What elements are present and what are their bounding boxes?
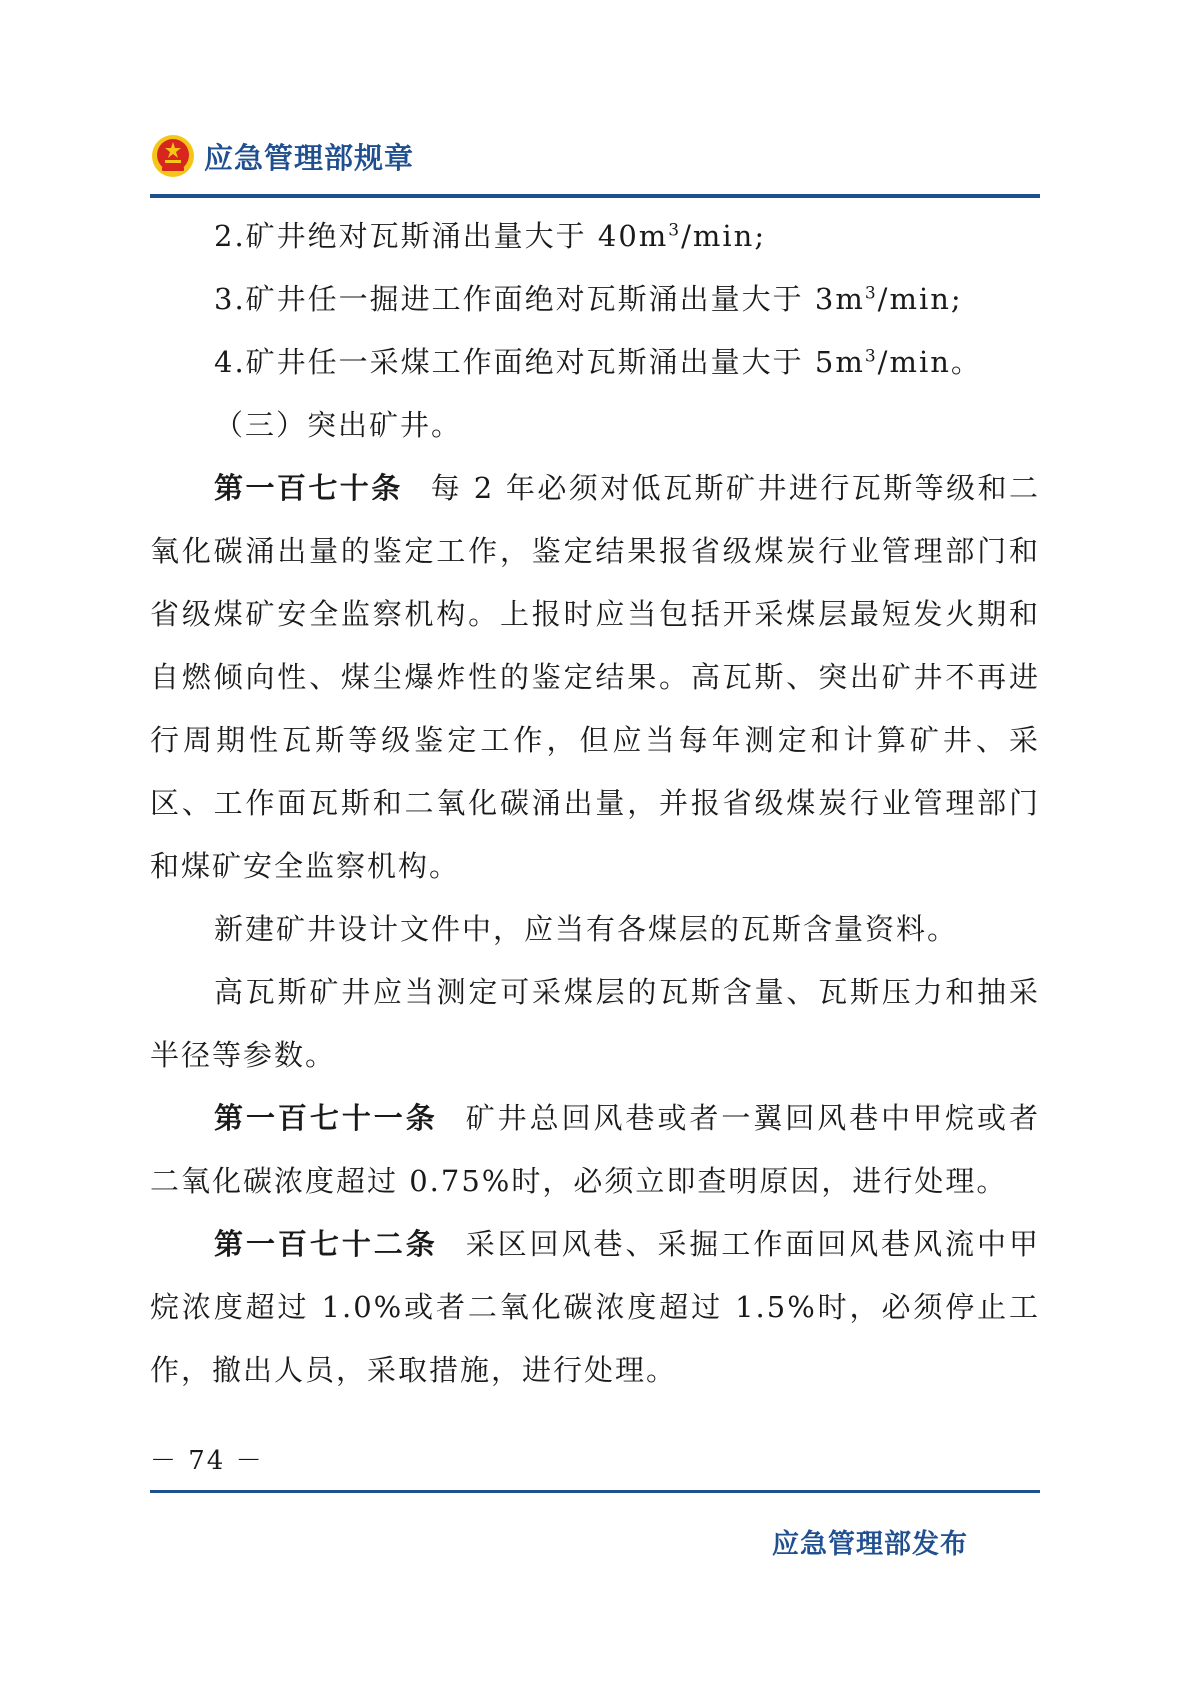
- section-heading: （三）突出矿井。: [214, 408, 463, 442]
- article-172: [150, 1213, 1040, 1402]
- list-item-4: 4.矿井任一采煤工作面绝对瓦斯涌出量大于 $5m^3/\min$。: [214, 345, 982, 379]
- article-text: 每 2 年必须对低瓦斯矿井进行瓦斯等级和二氧化碳涌出量的鉴定工作，鉴定结果报省级煤炭行业管理部门和省级煤矿安全监察机构。上报时应当包括开采煤层最短发火期和自燃倾向性、煤尘爆炸性的鉴定结果。高瓦斯、突出矿井不再进行周期性瓦斯等级鉴定工作，但应当每年测定和计算矿井、采区、工作面瓦斯和二氧化碳涌出量，并报省级煤炭行业管理部门和煤矿安全监察机构。: [150, 471, 1040, 883]
- article-label: 第一百七十二条: [214, 1227, 438, 1261]
- article-text: 采区回风巷、采掘工作面回风巷风流中甲烷浓度超过 1.0%或者二氧化碳浓度超过 1.5%时，必须停止工作，撤出人员，采取措施，进行处理。: [150, 1227, 1040, 1387]
- list-item-2: 2.矿井绝对瓦斯涌出量大于 $40m^3/\min$;: [214, 219, 767, 253]
- footer-divider: [150, 1490, 1040, 1493]
- article-label: 第一百七十一条: [214, 1101, 438, 1135]
- article-171: [150, 1087, 1040, 1213]
- article-text: 矿井总回风巷或者一翼回风巷中甲烷或者二氧化碳浓度超过 0.75%时，必须立即查明原因，进行处理。: [150, 1101, 1040, 1198]
- footer-publisher: 应急管理部发布: [772, 1529, 968, 1560]
- article-170-para-3: 高瓦斯矿井应当测定可采煤层的瓦斯含量、瓦斯压力和抽采半径等参数。: [150, 975, 1040, 1072]
- document-body: [150, 205, 1040, 1402]
- page-number: － 74 －: [150, 1446, 264, 1476]
- article-170-para-2: 新建矿井设计文件中，应当有各煤层的瓦斯含量资料。: [214, 912, 959, 946]
- article-170: [150, 457, 1040, 898]
- article-label: 第一百七十条: [214, 471, 403, 505]
- national-emblem-icon: [150, 133, 196, 179]
- page-header: [150, 128, 414, 184]
- list-item-3: 3.矿井任一掘进工作面绝对瓦斯涌出量大于 $3m^3/\min$;: [214, 282, 963, 316]
- header-title: 应急管理部规章: [204, 140, 415, 175]
- header-divider: [150, 194, 1040, 198]
